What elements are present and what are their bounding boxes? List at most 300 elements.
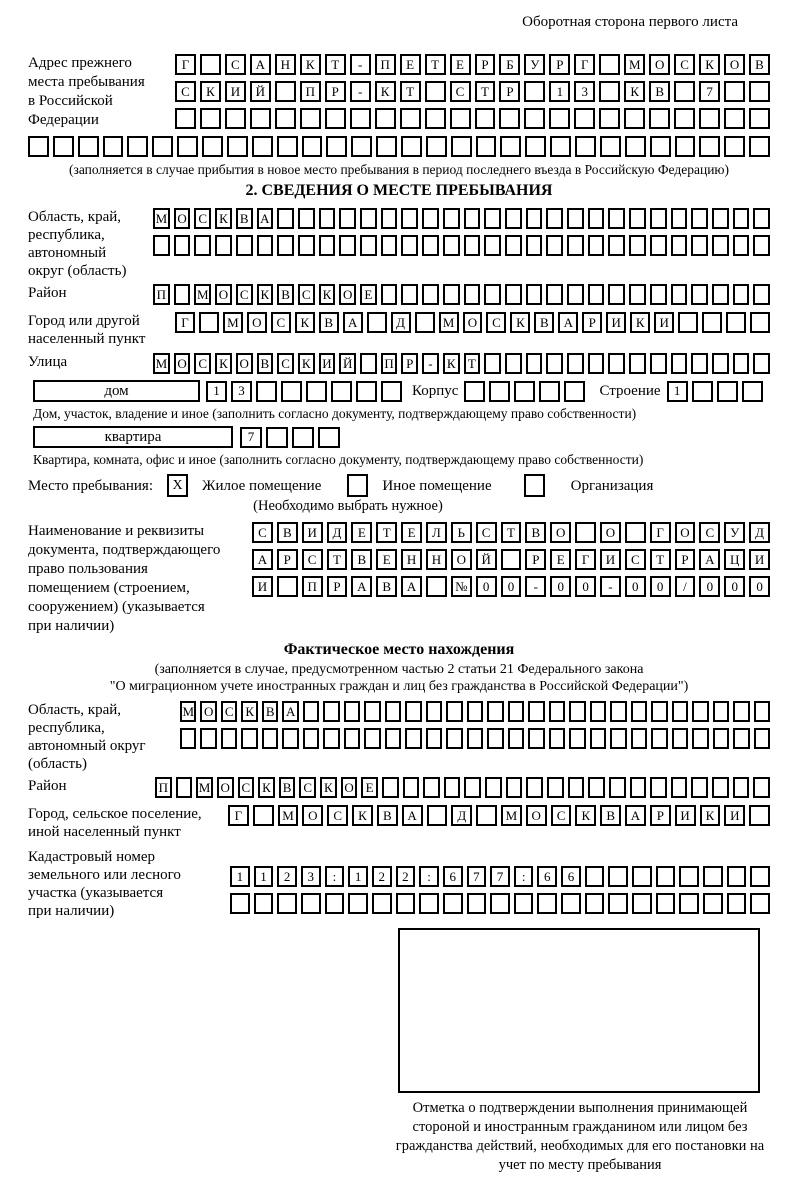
char-cell[interactable] bbox=[199, 312, 219, 333]
char-cell[interactable]: Р bbox=[499, 81, 520, 102]
char-cell[interactable] bbox=[501, 549, 522, 570]
char-cell[interactable] bbox=[569, 728, 585, 749]
char-cell[interactable] bbox=[306, 381, 327, 402]
char-cell[interactable]: 1 bbox=[206, 381, 227, 402]
char-cell[interactable] bbox=[691, 235, 708, 256]
char-cell[interactable] bbox=[692, 701, 708, 722]
char-cell[interactable]: С bbox=[238, 777, 255, 798]
char-cell[interactable]: К bbox=[700, 805, 721, 826]
char-cell[interactable]: К bbox=[319, 284, 336, 305]
stay-type-checkbox-organization[interactable] bbox=[524, 474, 545, 497]
char-cell[interactable] bbox=[277, 136, 298, 157]
char-cell[interactable]: В bbox=[262, 701, 278, 722]
char-cell[interactable]: О bbox=[215, 284, 232, 305]
char-cell[interactable] bbox=[364, 728, 380, 749]
char-cell[interactable]: П bbox=[381, 353, 398, 374]
char-cell[interactable]: С bbox=[299, 777, 316, 798]
char-cell[interactable] bbox=[476, 136, 497, 157]
char-cell[interactable]: К bbox=[300, 54, 321, 75]
char-cell[interactable] bbox=[733, 777, 750, 798]
char-cell[interactable] bbox=[403, 777, 420, 798]
char-cell[interactable] bbox=[561, 893, 581, 914]
char-cell[interactable] bbox=[608, 893, 628, 914]
char-cell[interactable]: С bbox=[194, 353, 211, 374]
char-cell[interactable]: Е bbox=[351, 522, 372, 543]
char-cell[interactable] bbox=[302, 136, 323, 157]
char-cell[interactable] bbox=[703, 893, 723, 914]
char-cell[interactable] bbox=[331, 381, 352, 402]
char-cell[interactable] bbox=[599, 81, 620, 102]
char-cell[interactable]: М bbox=[153, 353, 170, 374]
char-cell[interactable]: Т bbox=[475, 81, 496, 102]
char-cell[interactable] bbox=[624, 108, 645, 129]
char-cell[interactable] bbox=[526, 208, 543, 229]
char-cell[interactable] bbox=[180, 728, 196, 749]
char-cell[interactable] bbox=[319, 235, 336, 256]
char-cell[interactable] bbox=[691, 777, 708, 798]
char-cell[interactable] bbox=[444, 777, 461, 798]
char-cell[interactable] bbox=[526, 284, 543, 305]
char-cell[interactable]: 1 bbox=[254, 866, 274, 887]
char-cell[interactable]: И bbox=[654, 312, 674, 333]
char-cell[interactable] bbox=[526, 777, 543, 798]
char-cell[interactable] bbox=[103, 136, 124, 157]
char-cell[interactable] bbox=[174, 284, 191, 305]
char-cell[interactable] bbox=[691, 353, 708, 374]
char-cell[interactable] bbox=[375, 108, 396, 129]
char-cell[interactable] bbox=[514, 381, 535, 402]
char-cell[interactable]: А bbox=[351, 576, 372, 597]
char-cell[interactable]: К bbox=[320, 777, 337, 798]
char-cell[interactable] bbox=[630, 777, 647, 798]
char-cell[interactable]: Й bbox=[476, 549, 497, 570]
char-cell[interactable] bbox=[405, 701, 421, 722]
char-cell[interactable] bbox=[546, 353, 563, 374]
char-cell[interactable]: А bbox=[625, 805, 646, 826]
char-cell[interactable]: 3 bbox=[574, 81, 595, 102]
char-cell[interactable] bbox=[301, 893, 321, 914]
char-cell[interactable]: 1 bbox=[667, 381, 688, 402]
char-cell[interactable] bbox=[514, 893, 534, 914]
char-cell[interactable] bbox=[177, 136, 198, 157]
char-cell[interactable] bbox=[382, 777, 399, 798]
char-cell[interactable]: И bbox=[606, 312, 626, 333]
char-cell[interactable]: П bbox=[302, 576, 323, 597]
char-cell[interactable] bbox=[524, 108, 545, 129]
char-cell[interactable] bbox=[367, 312, 387, 333]
char-cell[interactable]: Ц bbox=[724, 549, 745, 570]
char-cell[interactable] bbox=[241, 728, 257, 749]
char-cell[interactable]: О bbox=[451, 549, 472, 570]
char-cell[interactable]: Н bbox=[275, 54, 296, 75]
char-cell[interactable] bbox=[401, 284, 418, 305]
char-cell[interactable] bbox=[275, 81, 296, 102]
char-cell[interactable] bbox=[351, 136, 372, 157]
char-cell[interactable]: К bbox=[375, 81, 396, 102]
char-cell[interactable] bbox=[446, 701, 462, 722]
char-cell[interactable] bbox=[426, 136, 447, 157]
char-cell[interactable]: А bbox=[282, 701, 298, 722]
char-cell[interactable]: В bbox=[257, 353, 274, 374]
char-cell[interactable] bbox=[733, 235, 750, 256]
char-cell[interactable]: И bbox=[749, 549, 770, 570]
char-cell[interactable] bbox=[650, 777, 667, 798]
char-cell[interactable] bbox=[262, 728, 278, 749]
char-cell[interactable]: Р bbox=[475, 54, 496, 75]
char-cell[interactable] bbox=[215, 235, 232, 256]
char-cell[interactable]: О bbox=[724, 54, 745, 75]
char-cell[interactable] bbox=[691, 284, 708, 305]
char-cell[interactable] bbox=[505, 235, 522, 256]
char-cell[interactable] bbox=[484, 235, 501, 256]
char-cell[interactable] bbox=[505, 208, 522, 229]
char-cell[interactable] bbox=[426, 728, 442, 749]
char-cell[interactable] bbox=[650, 208, 667, 229]
char-cell[interactable]: К bbox=[295, 312, 315, 333]
char-cell[interactable]: К bbox=[258, 777, 275, 798]
char-cell[interactable]: У bbox=[724, 522, 745, 543]
char-cell[interactable] bbox=[539, 381, 560, 402]
char-cell[interactable] bbox=[609, 777, 626, 798]
char-cell[interactable]: П bbox=[155, 777, 172, 798]
char-cell[interactable]: Е bbox=[360, 284, 377, 305]
char-cell[interactable]: А bbox=[252, 549, 273, 570]
char-cell[interactable]: 1 bbox=[348, 866, 368, 887]
char-cell[interactable] bbox=[525, 136, 546, 157]
char-cell[interactable] bbox=[585, 893, 605, 914]
char-cell[interactable]: Г bbox=[650, 522, 671, 543]
char-cell[interactable]: М bbox=[278, 805, 299, 826]
char-cell[interactable]: К bbox=[257, 284, 274, 305]
char-cell[interactable] bbox=[419, 893, 439, 914]
char-cell[interactable] bbox=[750, 893, 770, 914]
char-cell[interactable] bbox=[528, 701, 544, 722]
char-cell[interactable] bbox=[610, 728, 626, 749]
char-cell[interactable] bbox=[467, 893, 487, 914]
char-cell[interactable] bbox=[629, 208, 646, 229]
char-cell[interactable]: Й bbox=[250, 81, 271, 102]
char-cell[interactable] bbox=[629, 353, 646, 374]
char-cell[interactable] bbox=[476, 805, 497, 826]
char-cell[interactable]: Д bbox=[391, 312, 411, 333]
char-cell[interactable]: С bbox=[699, 522, 720, 543]
char-cell[interactable]: К bbox=[215, 353, 232, 374]
char-cell[interactable] bbox=[588, 777, 605, 798]
char-cell[interactable]: И bbox=[675, 805, 696, 826]
char-cell[interactable] bbox=[679, 893, 699, 914]
char-cell[interactable]: И bbox=[724, 805, 745, 826]
char-cell[interactable] bbox=[588, 235, 605, 256]
char-cell[interactable] bbox=[376, 136, 397, 157]
char-cell[interactable]: Р bbox=[401, 353, 418, 374]
char-cell[interactable]: 3 bbox=[231, 381, 252, 402]
char-cell[interactable]: И bbox=[319, 353, 336, 374]
char-cell[interactable] bbox=[549, 108, 570, 129]
char-cell[interactable]: 2 bbox=[372, 866, 392, 887]
char-cell[interactable]: 6 bbox=[537, 866, 557, 887]
char-cell[interactable] bbox=[671, 777, 688, 798]
char-cell[interactable] bbox=[546, 208, 563, 229]
char-cell[interactable]: Ь bbox=[451, 522, 472, 543]
char-cell[interactable] bbox=[277, 235, 294, 256]
char-cell[interactable]: С bbox=[302, 549, 323, 570]
char-cell[interactable]: - bbox=[350, 54, 371, 75]
char-cell[interactable]: М bbox=[223, 312, 243, 333]
char-cell[interactable]: С bbox=[486, 312, 506, 333]
char-cell[interactable] bbox=[282, 728, 298, 749]
char-cell[interactable] bbox=[344, 701, 360, 722]
char-cell[interactable] bbox=[713, 728, 729, 749]
char-cell[interactable] bbox=[671, 353, 688, 374]
char-cell[interactable] bbox=[360, 235, 377, 256]
char-cell[interactable] bbox=[53, 136, 74, 157]
char-cell[interactable] bbox=[724, 81, 745, 102]
char-cell[interactable]: Г bbox=[575, 549, 596, 570]
char-cell[interactable] bbox=[569, 701, 585, 722]
char-cell[interactable] bbox=[254, 893, 274, 914]
char-cell[interactable] bbox=[499, 108, 520, 129]
char-cell[interactable] bbox=[712, 284, 729, 305]
char-cell[interactable]: А bbox=[699, 549, 720, 570]
char-cell[interactable]: Е bbox=[376, 549, 397, 570]
char-cell[interactable] bbox=[230, 893, 250, 914]
char-cell[interactable] bbox=[625, 136, 646, 157]
char-cell[interactable] bbox=[427, 805, 448, 826]
char-cell[interactable] bbox=[750, 866, 770, 887]
char-cell[interactable]: Р bbox=[549, 54, 570, 75]
char-cell[interactable]: О bbox=[550, 522, 571, 543]
char-cell[interactable] bbox=[200, 108, 221, 129]
char-cell[interactable] bbox=[381, 208, 398, 229]
char-cell[interactable] bbox=[303, 701, 319, 722]
char-cell[interactable] bbox=[484, 208, 501, 229]
char-cell[interactable] bbox=[360, 208, 377, 229]
char-cell[interactable] bbox=[753, 284, 770, 305]
char-cell[interactable] bbox=[568, 777, 585, 798]
stay-type-checkbox-residential[interactable]: X bbox=[167, 474, 188, 497]
char-cell[interactable]: 7 bbox=[490, 866, 510, 887]
char-cell[interactable] bbox=[547, 777, 564, 798]
char-cell[interactable] bbox=[464, 284, 481, 305]
char-cell[interactable] bbox=[422, 208, 439, 229]
char-cell[interactable] bbox=[277, 893, 297, 914]
char-cell[interactable]: Т bbox=[327, 549, 348, 570]
char-cell[interactable] bbox=[298, 208, 315, 229]
char-cell[interactable]: С bbox=[221, 701, 237, 722]
char-cell[interactable] bbox=[500, 136, 521, 157]
char-cell[interactable]: 7 bbox=[699, 81, 720, 102]
char-cell[interactable] bbox=[277, 576, 298, 597]
char-cell[interactable]: 6 bbox=[561, 866, 581, 887]
char-cell[interactable] bbox=[631, 728, 647, 749]
char-cell[interactable]: П bbox=[300, 81, 321, 102]
char-cell[interactable]: 0 bbox=[501, 576, 522, 597]
char-cell[interactable]: К bbox=[699, 54, 720, 75]
char-cell[interactable] bbox=[629, 284, 646, 305]
char-cell[interactable]: 6 bbox=[443, 866, 463, 887]
char-cell[interactable] bbox=[194, 235, 211, 256]
char-cell[interactable] bbox=[505, 353, 522, 374]
char-cell[interactable]: В bbox=[534, 312, 554, 333]
char-cell[interactable] bbox=[257, 235, 274, 256]
char-cell[interactable] bbox=[726, 312, 746, 333]
char-cell[interactable]: К bbox=[510, 312, 530, 333]
char-cell[interactable]: О bbox=[649, 54, 670, 75]
char-cell[interactable] bbox=[443, 208, 460, 229]
char-cell[interactable] bbox=[450, 108, 471, 129]
char-cell[interactable] bbox=[733, 208, 750, 229]
char-cell[interactable] bbox=[649, 108, 670, 129]
char-cell[interactable]: 3 bbox=[301, 866, 321, 887]
char-cell[interactable] bbox=[567, 208, 584, 229]
char-cell[interactable] bbox=[443, 284, 460, 305]
char-cell[interactable]: О bbox=[174, 353, 191, 374]
char-cell[interactable] bbox=[590, 701, 606, 722]
char-cell[interactable] bbox=[423, 777, 440, 798]
char-cell[interactable]: С bbox=[450, 81, 471, 102]
char-cell[interactable]: М bbox=[439, 312, 459, 333]
char-cell[interactable] bbox=[754, 728, 770, 749]
char-cell[interactable] bbox=[508, 728, 524, 749]
char-cell[interactable]: Е bbox=[401, 522, 422, 543]
char-cell[interactable]: - bbox=[600, 576, 621, 597]
char-cell[interactable]: Т bbox=[464, 353, 481, 374]
char-cell[interactable]: Б bbox=[499, 54, 520, 75]
char-cell[interactable] bbox=[443, 893, 463, 914]
char-cell[interactable]: В bbox=[277, 522, 298, 543]
char-cell[interactable]: А bbox=[402, 805, 423, 826]
char-cell[interactable] bbox=[153, 235, 170, 256]
char-cell[interactable] bbox=[742, 381, 763, 402]
char-cell[interactable] bbox=[678, 312, 698, 333]
char-cell[interactable] bbox=[200, 54, 221, 75]
char-cell[interactable]: Н bbox=[426, 549, 447, 570]
char-cell[interactable] bbox=[599, 108, 620, 129]
char-cell[interactable] bbox=[712, 777, 729, 798]
char-cell[interactable]: 7 bbox=[467, 866, 487, 887]
char-cell[interactable] bbox=[549, 701, 565, 722]
char-cell[interactable]: К bbox=[443, 353, 460, 374]
char-cell[interactable]: С bbox=[327, 805, 348, 826]
char-cell[interactable]: С bbox=[625, 549, 646, 570]
char-cell[interactable]: В bbox=[319, 312, 339, 333]
char-cell[interactable] bbox=[724, 108, 745, 129]
char-cell[interactable] bbox=[650, 136, 671, 157]
char-cell[interactable]: : bbox=[514, 866, 534, 887]
char-cell[interactable] bbox=[550, 136, 571, 157]
char-cell[interactable] bbox=[733, 284, 750, 305]
char-cell[interactable]: Д bbox=[451, 805, 472, 826]
char-cell[interactable] bbox=[323, 701, 339, 722]
char-cell[interactable]: Г bbox=[228, 805, 249, 826]
char-cell[interactable]: С bbox=[551, 805, 572, 826]
char-cell[interactable] bbox=[629, 235, 646, 256]
char-cell[interactable] bbox=[236, 235, 253, 256]
char-cell[interactable] bbox=[174, 235, 191, 256]
char-cell[interactable] bbox=[300, 108, 321, 129]
char-cell[interactable] bbox=[152, 136, 173, 157]
char-cell[interactable]: О bbox=[200, 701, 216, 722]
char-cell[interactable] bbox=[674, 81, 695, 102]
char-cell[interactable]: О bbox=[463, 312, 483, 333]
char-cell[interactable]: К bbox=[241, 701, 257, 722]
char-cell[interactable] bbox=[753, 208, 770, 229]
char-cell[interactable]: С bbox=[674, 54, 695, 75]
stay-type-checkbox-other[interactable] bbox=[347, 474, 368, 497]
char-cell[interactable] bbox=[401, 136, 422, 157]
char-cell[interactable] bbox=[754, 701, 770, 722]
char-cell[interactable] bbox=[227, 136, 248, 157]
char-cell[interactable]: Р bbox=[675, 549, 696, 570]
char-cell[interactable]: К bbox=[630, 312, 650, 333]
char-cell[interactable]: О bbox=[339, 284, 356, 305]
char-cell[interactable]: Р bbox=[582, 312, 602, 333]
char-cell[interactable] bbox=[671, 284, 688, 305]
char-cell[interactable]: Т bbox=[325, 54, 346, 75]
char-cell[interactable] bbox=[733, 353, 750, 374]
char-cell[interactable]: - bbox=[350, 81, 371, 102]
char-cell[interactable] bbox=[600, 136, 621, 157]
char-cell[interactable]: К bbox=[215, 208, 232, 229]
char-cell[interactable] bbox=[546, 235, 563, 256]
char-cell[interactable] bbox=[405, 728, 421, 749]
char-cell[interactable] bbox=[574, 108, 595, 129]
char-cell[interactable] bbox=[484, 353, 501, 374]
char-cell[interactable]: С bbox=[271, 312, 291, 333]
char-cell[interactable] bbox=[485, 777, 502, 798]
char-cell[interactable]: 2 bbox=[277, 866, 297, 887]
char-cell[interactable] bbox=[699, 108, 720, 129]
char-cell[interactable] bbox=[381, 381, 402, 402]
char-cell[interactable]: М bbox=[194, 284, 211, 305]
char-cell[interactable]: О bbox=[236, 353, 253, 374]
char-cell[interactable] bbox=[656, 866, 676, 887]
char-cell[interactable]: М bbox=[196, 777, 213, 798]
char-cell[interactable]: 0 bbox=[476, 576, 497, 597]
char-cell[interactable]: М bbox=[501, 805, 522, 826]
char-cell[interactable]: О bbox=[217, 777, 234, 798]
char-cell[interactable]: 2 bbox=[396, 866, 416, 887]
char-cell[interactable] bbox=[656, 893, 676, 914]
char-cell[interactable]: Т bbox=[400, 81, 421, 102]
char-cell[interactable] bbox=[575, 136, 596, 157]
char-cell[interactable] bbox=[749, 805, 770, 826]
char-cell[interactable]: : bbox=[419, 866, 439, 887]
char-cell[interactable] bbox=[464, 777, 481, 798]
char-cell[interactable]: А bbox=[558, 312, 578, 333]
char-cell[interactable]: О bbox=[341, 777, 358, 798]
char-cell[interactable]: Р bbox=[525, 549, 546, 570]
char-cell[interactable] bbox=[281, 381, 302, 402]
char-cell[interactable] bbox=[724, 136, 745, 157]
char-cell[interactable] bbox=[564, 381, 585, 402]
char-cell[interactable] bbox=[396, 893, 416, 914]
char-cell[interactable] bbox=[567, 353, 584, 374]
char-cell[interactable] bbox=[679, 866, 699, 887]
char-cell[interactable]: И bbox=[600, 549, 621, 570]
char-cell[interactable] bbox=[425, 81, 446, 102]
char-cell[interactable] bbox=[674, 108, 695, 129]
char-cell[interactable] bbox=[753, 777, 770, 798]
char-cell[interactable]: К bbox=[352, 805, 373, 826]
char-cell[interactable] bbox=[608, 284, 625, 305]
char-cell[interactable] bbox=[749, 108, 770, 129]
char-cell[interactable]: Е bbox=[450, 54, 471, 75]
char-cell[interactable] bbox=[225, 108, 246, 129]
char-cell[interactable] bbox=[484, 284, 501, 305]
char-cell[interactable]: - bbox=[525, 576, 546, 597]
char-cell[interactable] bbox=[632, 893, 652, 914]
